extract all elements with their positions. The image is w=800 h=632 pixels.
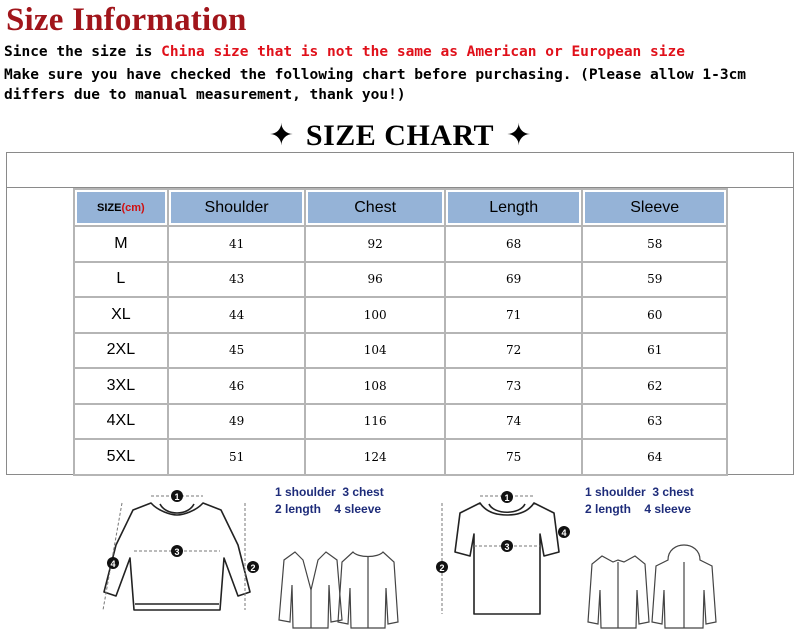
chest-cell: 104	[305, 333, 445, 369]
table-row	[74, 333, 727, 369]
shoulder-cell: 43	[168, 262, 306, 298]
jacket-sketches-left	[270, 480, 400, 632]
size-chart-title: SIZE CHART	[305, 119, 495, 152]
shoulder-cell: 51	[168, 439, 306, 475]
sleeve-cell: 63	[582, 404, 727, 440]
legend-line-1: 1 shoulder 3 chest	[275, 485, 384, 499]
page-title: Size Information	[6, 2, 247, 38]
shirt-icon	[588, 556, 649, 628]
tshirt-marker-2	[436, 561, 448, 573]
length-cell: 74	[445, 404, 583, 440]
shoulder-cell: 41	[168, 226, 306, 262]
shoulder-cell: 49	[168, 404, 306, 440]
table-row	[74, 404, 727, 440]
shoulder-cell: 45	[168, 333, 306, 369]
svg-text:1: 1	[174, 492, 180, 502]
table-row	[74, 226, 727, 262]
header-size-unit: (cm)	[121, 201, 145, 214]
sleeve-cell: 64	[582, 439, 727, 475]
legend-line-2: 2 length 4 sleeve	[275, 502, 382, 516]
svg-text:2: 2	[439, 563, 445, 573]
length-cell: 73	[445, 368, 583, 404]
measure-marker-1	[171, 490, 183, 502]
star-icon-left: ✦	[268, 119, 294, 152]
table-header-row	[74, 189, 727, 226]
shoulder-cell: 44	[168, 297, 306, 333]
tshirt-marker-3	[501, 540, 513, 552]
measure-marker-2	[247, 561, 259, 573]
hoodie-icon	[652, 545, 716, 628]
svg-text:3: 3	[174, 547, 180, 557]
chest-cell: 100	[305, 297, 445, 333]
sleeve-cell: 60	[582, 297, 727, 333]
size-cell: L	[74, 262, 168, 298]
header-sleeve: Sleeve	[582, 189, 727, 226]
length-cell: 71	[445, 297, 583, 333]
size-chart-heading	[0, 116, 800, 156]
size-cell: XL	[74, 297, 168, 333]
sleeve-cell: 58	[582, 226, 727, 262]
header-size-label: SIZE	[97, 201, 122, 214]
header-chest: Chest	[305, 189, 445, 226]
header-shoulder: Shoulder	[168, 189, 306, 226]
chest-cell: 108	[305, 368, 445, 404]
t-shirt-diagram	[432, 480, 582, 632]
length-cell: 69	[445, 262, 583, 298]
jacket-icon	[338, 552, 398, 628]
tshirt-marker-1	[501, 491, 513, 503]
size-table	[73, 188, 728, 476]
shirt-sketches-right	[585, 480, 725, 632]
table-row	[74, 297, 727, 333]
star-icon-right: ✦	[506, 119, 532, 152]
length-cell: 75	[445, 439, 583, 475]
shoulder-cell: 46	[168, 368, 306, 404]
tshirt-measurement-guides	[442, 496, 540, 614]
chest-cell: 96	[305, 262, 445, 298]
sleeve-cell: 61	[582, 333, 727, 369]
t-shirt-icon	[455, 503, 559, 614]
table-row	[74, 439, 727, 475]
svg-text:3: 3	[504, 542, 510, 552]
sleeve-cell: 59	[582, 262, 727, 298]
header-length: Length	[445, 189, 583, 226]
size-cell: 5XL	[74, 439, 168, 475]
measure-marker-3	[171, 545, 183, 557]
measure-marker-4	[107, 557, 119, 569]
svg-text:1: 1	[504, 493, 510, 503]
header-size	[74, 189, 168, 226]
svg-text:4: 4	[110, 559, 116, 569]
long-sleeve-shirt-diagram	[96, 480, 260, 632]
table-row	[74, 368, 727, 404]
size-cell: 2XL	[74, 333, 168, 369]
table-row	[74, 262, 727, 298]
size-notice	[4, 44, 685, 60]
chest-cell: 92	[305, 226, 445, 262]
size-cell: 4XL	[74, 404, 168, 440]
length-cell: 72	[445, 333, 583, 369]
chest-cell: 124	[305, 439, 445, 475]
legend-line-2: 2 length 4 sleeve	[585, 502, 692, 516]
chest-cell: 116	[305, 404, 445, 440]
size-cell: 3XL	[74, 368, 168, 404]
tshirt-marker-4	[558, 526, 570, 538]
blazer-icon	[279, 552, 342, 628]
sleeve-cell: 62	[582, 368, 727, 404]
length-cell: 68	[445, 226, 583, 262]
legend-line-1: 1 shoulder 3 chest	[585, 485, 694, 499]
svg-text:4: 4	[561, 528, 567, 538]
size-notice-prefix: Since the size is	[4, 44, 162, 60]
measurement-notice: Make sure you have checked the following chart before purchasing. (Please allow 1-3cm differs due to manual measurement, thank you!)	[4, 67, 747, 103]
size-notice-highlight: China size that is not the same as American or European size	[161, 44, 685, 60]
size-cell: M	[74, 226, 168, 262]
svg-text:2: 2	[250, 563, 256, 573]
